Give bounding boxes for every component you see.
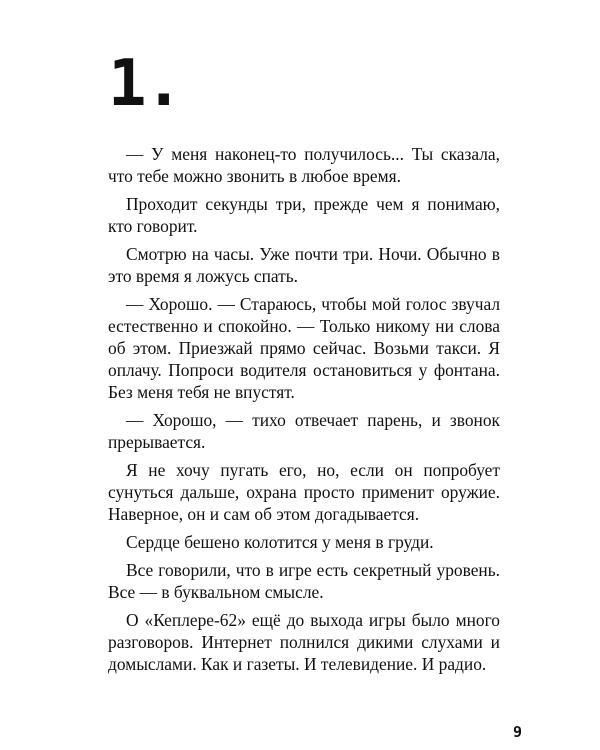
paragraph: О «Кеплере-62» ещё до выхода игры было много разговоров. Интернет полнился дикими слухами и домыслами. Как и газеты. И телевидение. И радио. (108, 610, 500, 674)
paragraph: Я не хочу пугать его, но, если он попробует сунуться дальше, охрана просто применит оружие. Наверное, он и сам об этом догадывается. (108, 460, 500, 524)
body-text (108, 143, 500, 681)
chapter-number: 1. (108, 47, 182, 121)
paragraph: Сердце бешено колотится у меня в груди. (126, 532, 434, 552)
paragraph: Проходит секунды три, прежде чем я понимаю, кто говорит. (108, 194, 500, 236)
paragraph: Все говорили, что в игре есть секретный уровень. Все — в буквальном смысле. (108, 560, 500, 602)
paragraph: — Хорошо. — Стараюсь, чтобы мой голос звучал естественно и спокойно. — Только никому ни слова об этом. Приезжай прямо сейчас. Возьми такси. Я оплачу. Попроси водителя остановиться у фонтана. Без меня тебя не впустят. (108, 294, 500, 402)
paragraph: — Хорошо, — тихо отвечает парень, и звонок прерывается. (108, 410, 500, 452)
paragraph: Смотрю на часы. Уже почти три. Ночи. Обычно в это время я ложусь спать. (108, 244, 500, 286)
paragraph: — У меня наконец-то получилось... Ты сказала, что тебе можно звонить в любое время. (108, 144, 500, 186)
page-number: 9 (513, 723, 523, 741)
